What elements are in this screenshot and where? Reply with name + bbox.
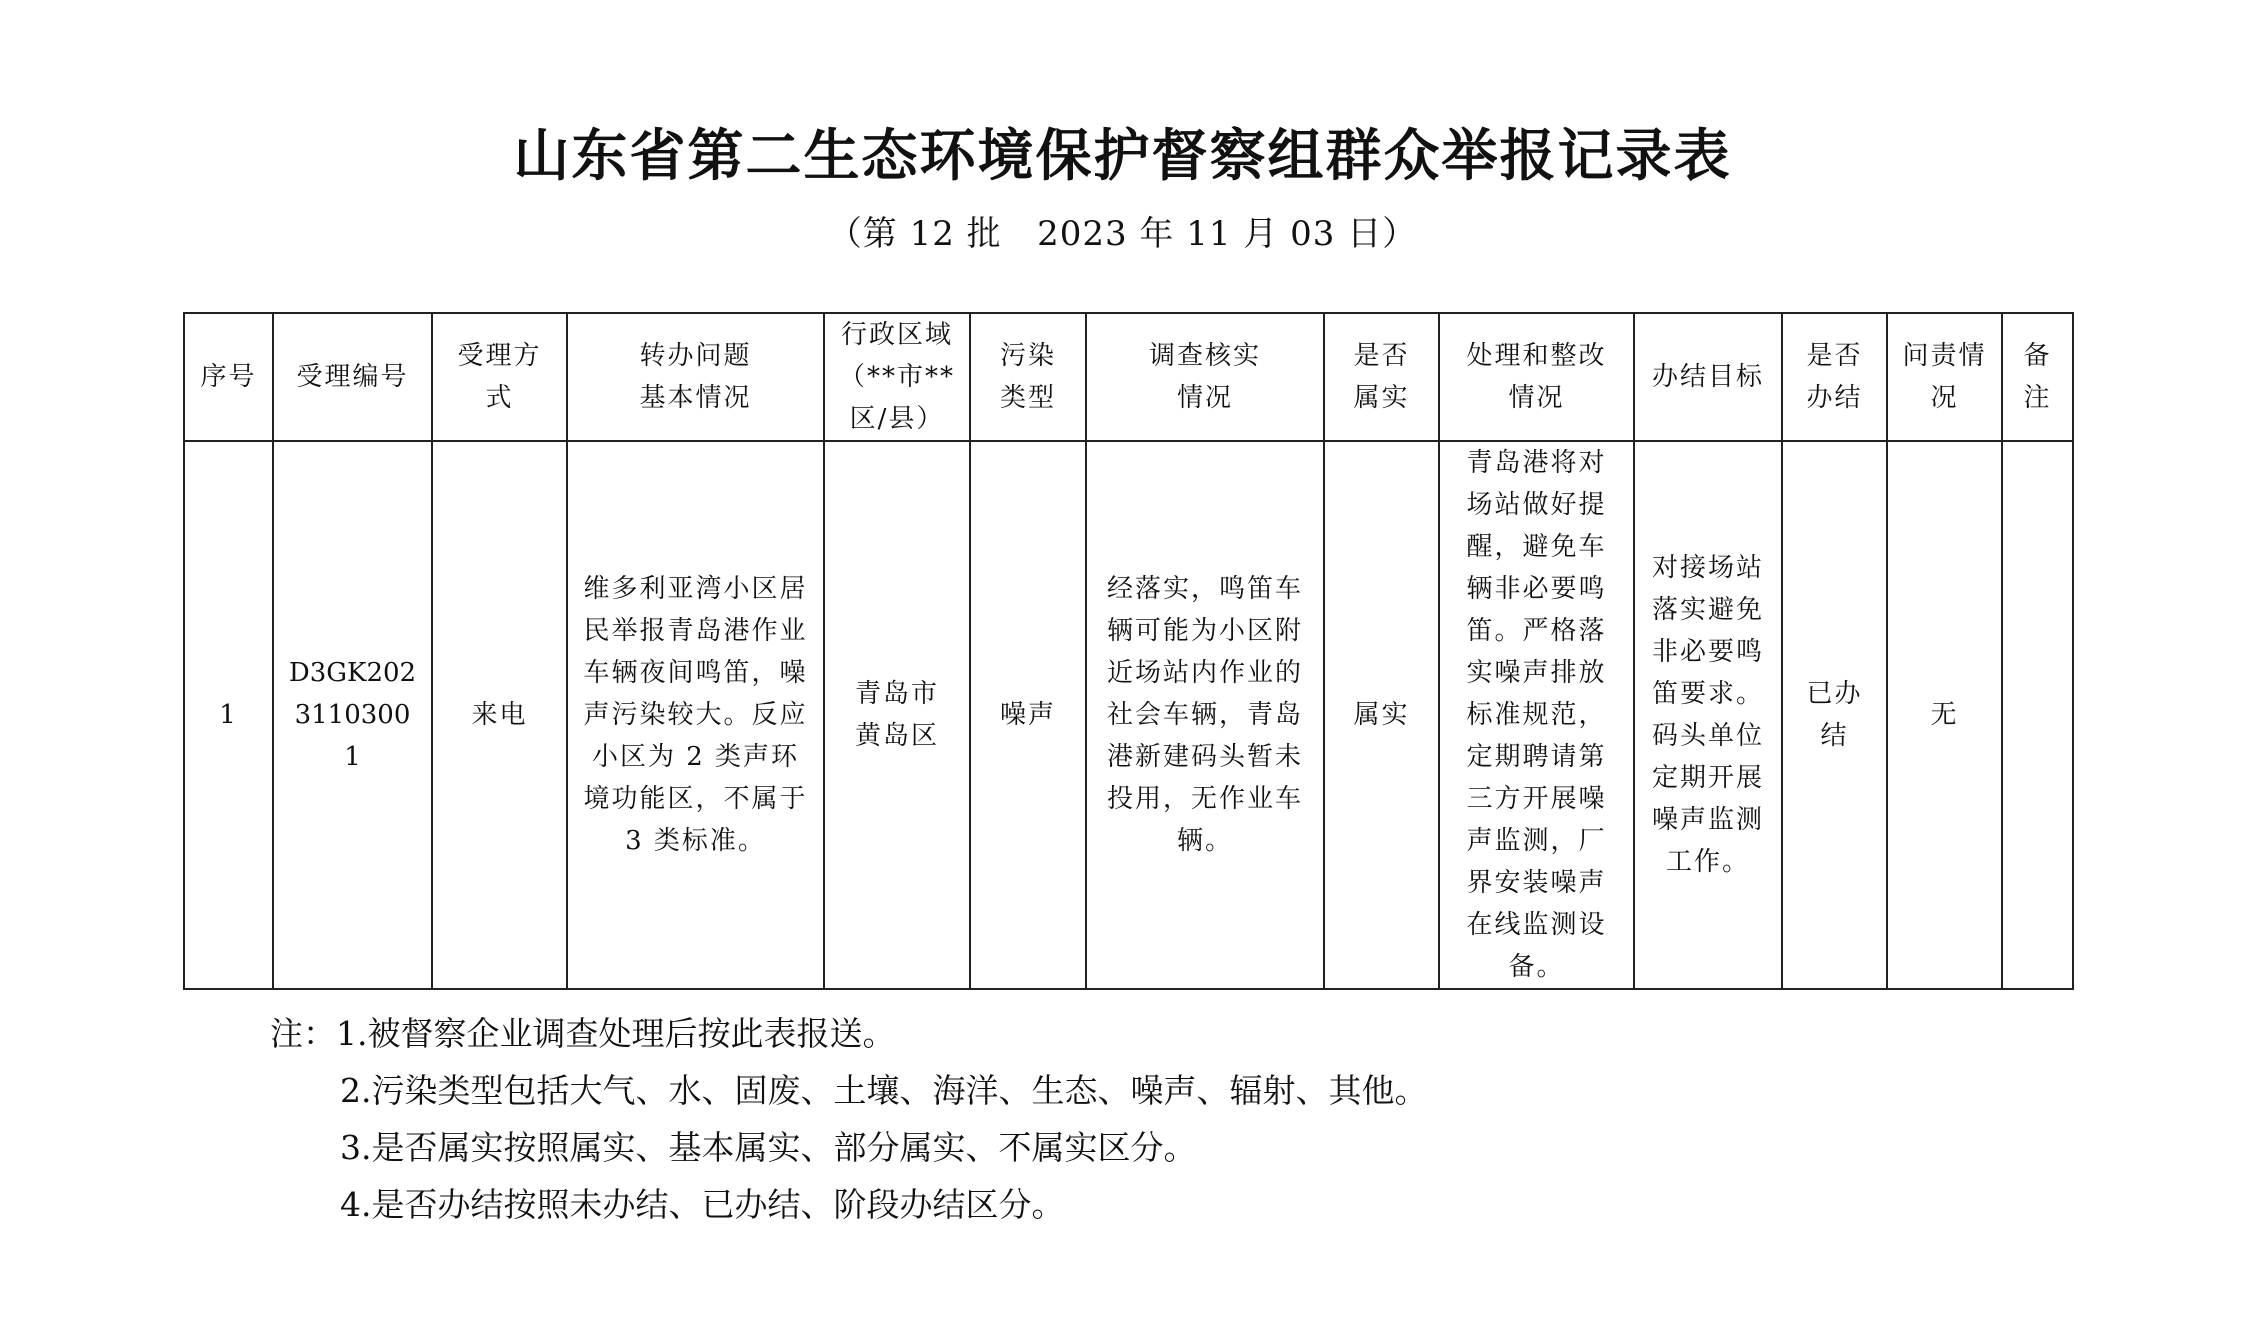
header-remarks: 备 注 <box>2002 313 2073 441</box>
header-seq: 序号 <box>184 313 273 441</box>
header-investigation: 调查核实 情况 <box>1086 313 1324 441</box>
notes-section <box>270 1005 1428 1233</box>
cell-seq: 1 <box>184 441 273 989</box>
note-line-3: 3.是否属实按照属实、基本属实、部分属实、不属实区分。 <box>340 1128 1197 1167</box>
cell-case-number: D3GK202 31103001 <box>273 441 432 989</box>
report-table <box>183 312 2074 990</box>
header-pollution-type: 污染 类型 <box>970 313 1086 441</box>
cell-remarks <box>2002 441 2073 989</box>
cell-handling: 青岛港将对场站做好提醒，避免车辆非必要鸣笛。严格落实噪声排放标准规范，定期聘请第三方开展噪声监测，厂界安装噪声在线监测设备。 <box>1439 441 1634 989</box>
header-handling: 处理和整改 情况 <box>1439 313 1634 441</box>
note-line-1: 注：1.被督察企业调查处理后按此表报送。 <box>270 1014 896 1053</box>
table-header-row <box>184 313 2073 441</box>
note-line-4: 4.是否办结按照未办结、已办结、阶段办结区分。 <box>340 1185 1065 1224</box>
cell-closure-goal: 对接场站落实避免非必要鸣笛要求。码头单位定期开展噪声监测工作。 <box>1634 441 1782 989</box>
table-row <box>184 441 2073 989</box>
header-issue-summary: 转办问题 基本情况 <box>567 313 824 441</box>
header-region: 行政区域 （**市** 区/县） <box>824 313 970 441</box>
document-title: 山东省第二生态环境保护督察组群众举报记录表 <box>513 124 1732 189</box>
header-accountability: 问责情 况 <box>1887 313 2002 441</box>
cell-region: 青岛市 黄岛区 <box>824 441 970 989</box>
header-intake-method: 受理方 式 <box>432 313 567 441</box>
cell-issue-summary: 维多利亚湾小区居民举报青岛港作业车辆夜间鸣笛，噪声污染较大。反应小区为 2 类声环境功能区，不属于 3 类标准。 <box>567 441 824 989</box>
header-case-number: 受理编号 <box>273 313 432 441</box>
cell-investigation: 经落实，鸣笛车辆可能为小区附近场站内作业的社会车辆，青岛港新建码头暂未投用，无作业车辆。 <box>1086 441 1324 989</box>
cell-closed: 已办 结 <box>1782 441 1887 989</box>
header-closure-goal: 办结目标 <box>1634 313 1782 441</box>
cell-intake-method: 来电 <box>432 441 567 989</box>
cell-accountability: 无 <box>1887 441 2002 989</box>
note-line-2: 2.污染类型包括大气、水、固废、土壤、海洋、生态、噪声、辐射、其他。 <box>340 1071 1428 1110</box>
cell-pollution-type: 噪声 <box>970 441 1086 989</box>
header-closed: 是否 办结 <box>1782 313 1887 441</box>
cell-verified: 属实 <box>1324 441 1439 989</box>
document-subtitle: （第 12 批 2023 年 11 月 03 日） <box>827 214 1418 254</box>
header-verified: 是否 属实 <box>1324 313 1439 441</box>
